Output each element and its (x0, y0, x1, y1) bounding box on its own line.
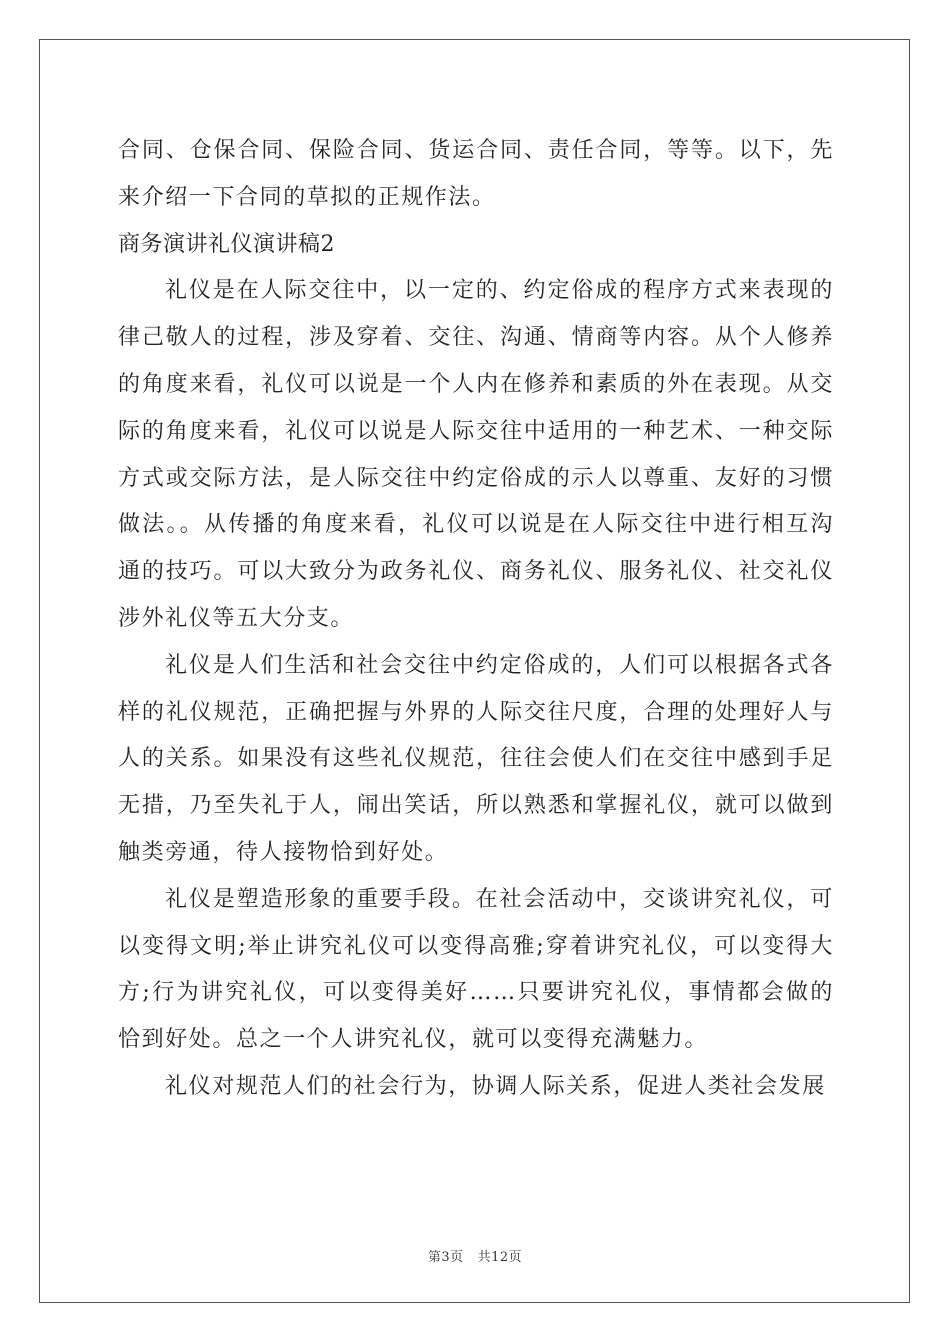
page-footer (0, 1246, 950, 1265)
paragraph-behavior: 礼仪对规范人们的社会行为，协调人际关系，促进人类社会发展 (165, 1073, 826, 1099)
page-number: 第3页 (427, 1250, 464, 1265)
paragraph-image: 礼仪是塑造形象的重要手段。在社会活动中，交谈讲究礼仪，可以变得文明;举止讲究礼仪可以变得高雅;穿着讲究礼仪，可以变得大方;行为讲究礼仪，可以变得美好……只要讲究礼仪，事情都会做的恰到好处。总之一个人讲究礼仪，就可以变得充满魅力。 (118, 886, 834, 1053)
page-total: 共12页 (477, 1250, 523, 1265)
paragraph-norms: 礼仪是人们生活和社会交往中约定俗成的，人们可以根据各式各样的礼仪规范，正确把握与外界的人际交往尺度，合理的处理好人与人的关系。如果没有这些礼仪规范，往往会使人们在交往中感到手足无措，乃至失礼于人，闹出笑话，所以熟悉和掌握礼仪，就可以做到触类旁通，待人接物恰到好处。 (118, 652, 834, 865)
paragraph-definition: 礼仪是在人际交往中，以一定的、约定俗成的程序方式来表现的律己敬人的过程，涉及穿着、交往、沟通、情商等内容。从个人修养的角度来看，礼仪可以说是一个人内在修养和素质的外在表现。从交际的角度来看，礼仪可以说是人际交往中适用的一种艺术、一种交际方式或交际方法，是人际交往中约定俗成的示人以尊重、友好的习惯做法。。从传播的角度来看，礼仪可以说是在人际交往中进行相互沟通的技巧。可以大致分为政务礼仪、商务礼仪、服务礼仪、社交礼仪涉外礼仪等五大分支。 (118, 278, 834, 631)
section-heading: 商务演讲礼仪演讲稿2 (118, 231, 335, 257)
paragraph-continuation: 合同、仓保合同、保险合同、货运合同、责任合同，等等。以下，先来介绍一下合同的草拟的正规作法。 (118, 138, 834, 210)
document-body (118, 128, 834, 1111)
